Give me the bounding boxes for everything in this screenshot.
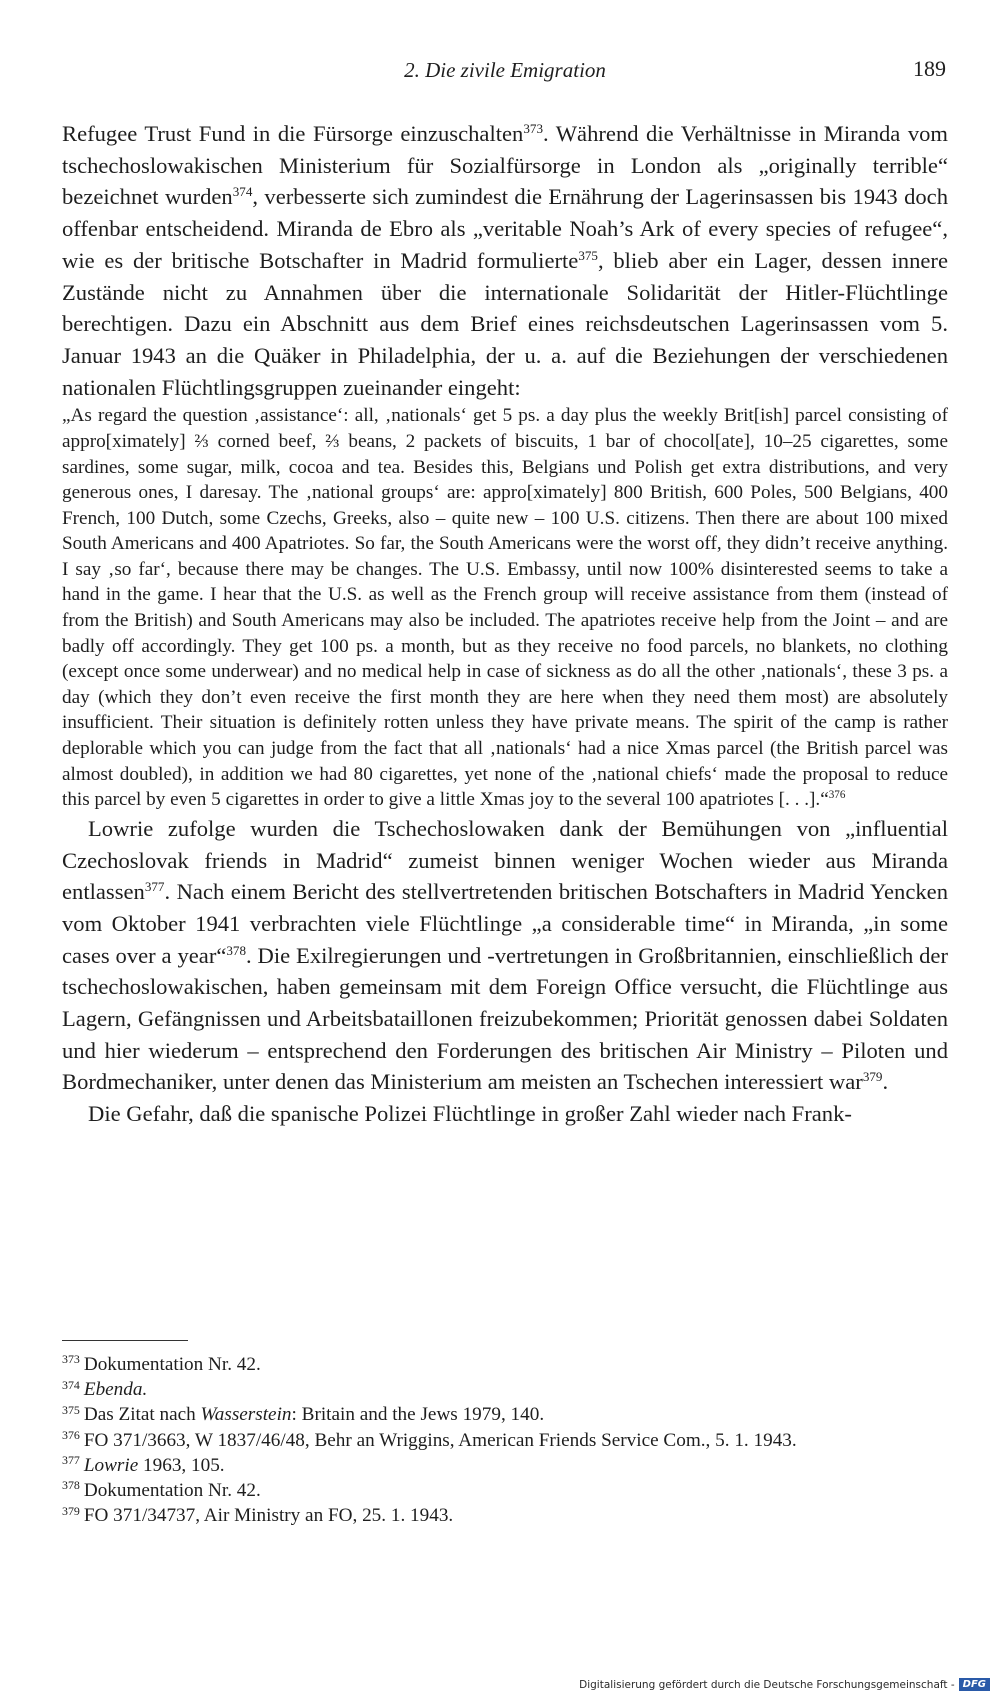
paragraph-2: Lowrie zufolge wurden die Tschechoslowaken dank der Bemühungen von „influential Czechoslovak friends in Madrid“ zumeist binnen weniger Wochen wieder aus Miranda entlassen$^{377}$. Nach einem Bericht des stellvertretenden britischen Botschafters in Madrid Yencken vom Oktober 1941 verbrachten viele Flüchtlinge „a considerable time“ in Miranda, „in some cases over a year“$^{378}$. Die Exilregierungen und -vertretungen in Großbritannien, einschließlich der tschechoslowakischen, haben gemeinsam mit dem Foreign Office versucht, die Flüchtlinge aus Lagern, Gefängnissen und Arbeitsbataillonen freizubekommen; Priorität genossen dabei Soldaten und hier wiederum – entsprechend den Forderungen des britischen Air Ministry – Piloten und Bordmechaniker, unter denen das Ministerium am meisten an Tschechen interessiert war$^{379}$. [62,815,948,1095]
footnote-ref-376[interactable]: 376 [828,789,846,802]
footnote-379: $^{379}$ FO 371/34737, Air Ministry an FO, 25. 1. 1943. [62,1503,454,1527]
credit-text: Digitalisierung gefördert durch die Deutsche Forschungsgemeinschaft - [579,1678,955,1691]
footnote-375: $^{375}$ Das Zitat nach Wasserstein: Britain and the Jews 1979, 140. [62,1402,545,1426]
footnote-378: $^{378}$ Dokumentation Nr. 42. [62,1478,261,1502]
page-header [62,56,948,86]
footnote-ref-374[interactable]: 374 [232,184,253,200]
footnotes [62,1352,948,1528]
page-number: 189 [913,56,946,81]
paragraph-3: Die Gefahr, daß die spanische Polizei Flüchtlinge in großer Zahl wieder nach Frank- [88,1101,852,1127]
footnote-374: $^{374}$ Ebenda. [62,1377,148,1401]
dfg-logo: DFG [959,1678,990,1691]
footnote-376: $^{376}$ FO 371/3663, W 1837/46/48, Behr an Wriggins, American Friends Service Com., 5. 1. 1943. [62,1428,797,1451]
footnote-divider [62,1340,188,1341]
digitization-credit [579,1678,990,1691]
footnote-377: $^{377}$ Lowrie 1963, 105. [62,1453,225,1476]
running-title: 2. Die zivile Emigration [404,58,606,82]
footnote-ref-373[interactable]: 373 [523,120,543,136]
footnote-373: $^{373}$ Dokumentation Nr. 42. [62,1352,261,1375]
footnote-ref-378[interactable]: 378 [226,942,247,958]
footnote-ref-379[interactable]: 379 [862,1069,883,1085]
main-text [62,118,948,1130]
footnote-ref-375[interactable]: 375 [578,247,598,263]
footnote-ref-377[interactable]: 377 [144,879,165,895]
block-quote: „As regard the question ‚assistance‘: all, ‚nationals‘ get 5 ps. a day plus the weekly Brit[ish] parcel consisting of appro[ximately] ⅔ corned beef, ⅔ beans, 2 packets of biscuits, 1 bar of chocol[ate], 10–25 cigarettes, some sardines, some sugar, milk, cocoa and tea. Besides this, Belgians und Polish get extra distributions, and very generous ones, I daresay. The ‚national groups‘ are: appro[ximately] 800 British, 600 Poles, 500 Belgians, 400 French, 100 Dutch, some Czechs, Greeks, also – quite new – 100 U.S. citizens. Then there are about 100 mixed South Americans and 400 Apatriotes. So far, the South Americans were the worst off, they didn’t receive anything. I say ‚so far‘, because there may be changes. The U.S. Embassy, until now 100% disinterested seems to take a hand in the game. I hear that the U.S. as well as the French group will receive assistance from them (instead of from the British) and South Americans may also be included. The apatriotes receive help from the Joint – and are badly off accordingly. They get 100 ps. a month, but as they receive no food parcels, no blankets, no clothing (except once some underwear) and no medical help in case of sickness as do all the other ‚nationals‘, these 3 ps. a day (which they don’t even receive the first month they are here when they need them most) are absolutely insufficient. Their situation is definitely rotten unless they have private means. The spirit of the camp is rather deplorable which you can judge from the fact that all ‚nationals‘ had a nice Xmas parcel (the British parcel was almost doubled), in addition we had 80 cigarettes, yet none of the ‚national chiefs‘ made the proposal to reduce this parcel by even 5 cigarettes in order to give a little Xmas joy to the several 100 apatriotes [. . .].“$^{376}$ [62,405,948,811]
paragraph-1: Refugee Trust Fund in die Fürsorge einzuschalten$^{373}$. Während die Verhältnisse in Miranda vom tschechoslowakischen Ministerium für Sozialfürsorge in London als „originally terrible“ bezeichnet wurden$^{374}$, verbesserte sich zumindest die Ernährung der Lagerinsassen bis 1943 doch offenbar entscheidend. Miranda de Ebro als „veritable Noah’s Ark of every species of refugee“, wie es der britische Botschafter in Madrid formulierte$^{375}$, blieb aber ein Lager, dessen innere Zustände nicht zu Annahmen über die internationale Solidarität der Hitler-Flüchtlinge berechtigen. Dazu ein Abschnitt aus dem Brief eines reichsdeutschen Lagerinsassen vom 5. Januar 1943 an die Quäker in Philadelphia, der u. a. auf die Beziehungen der verschiedenen nationalen Flüchtlingsgruppen zueinander eingeht: [62,120,948,400]
